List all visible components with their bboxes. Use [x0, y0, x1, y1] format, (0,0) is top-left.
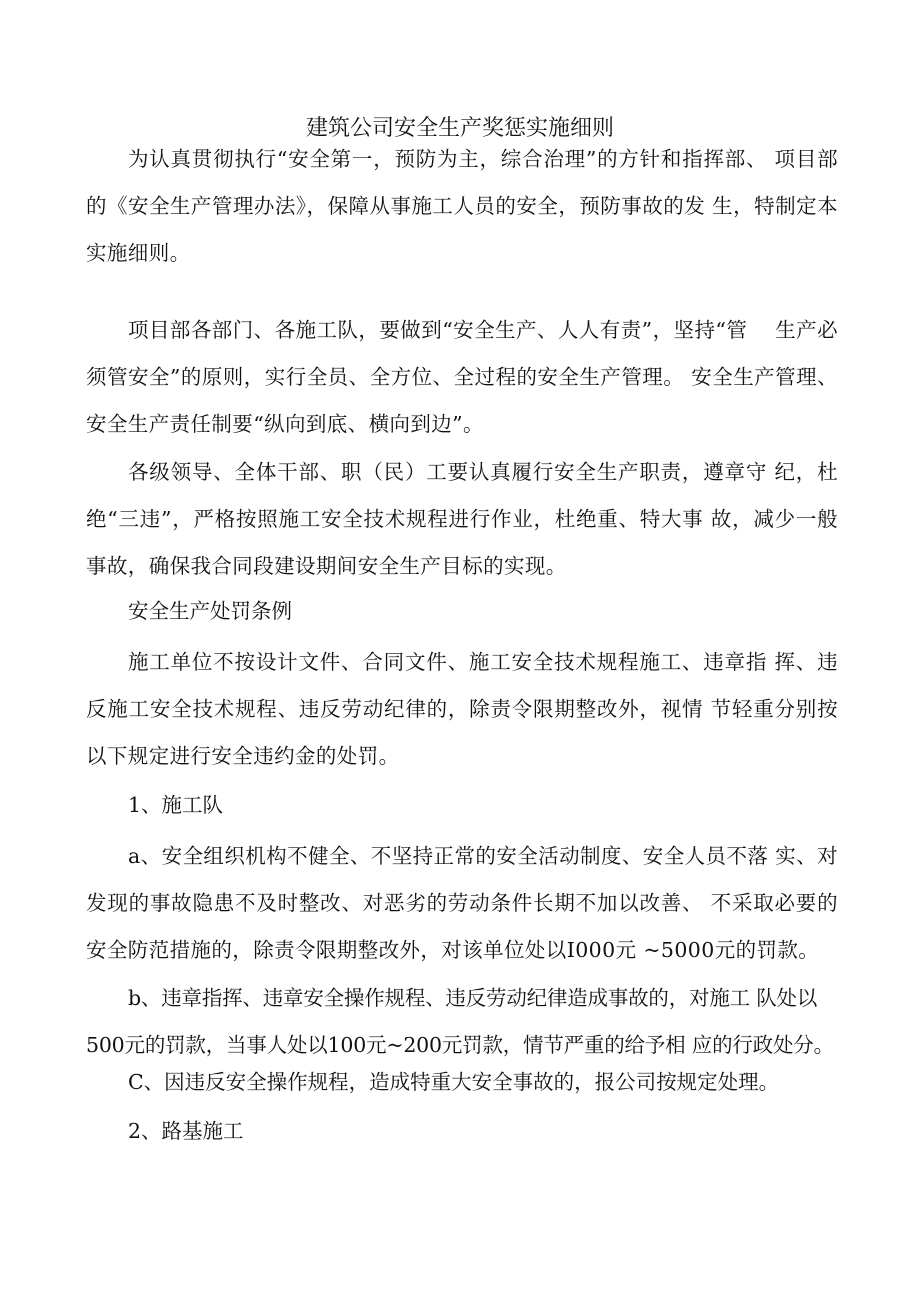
section-heading: 安全生产处罚条例: [128, 599, 292, 623]
section-intro: 施工单位不按设计文件、合同文件、施工安全技术规程施工、违章指 挥、违反施工安全技术规程、违反劳动纪律的，除责令限期整改外，视情 节轻重分别按以下规定进行安全违约金的处罚。: [86, 650, 838, 768]
item-1-b: b、违章指挥、违章安全操作规程、违反劳动纪律造成事故的，对施工 队处以500元的罚款，当事人处以100元~200元罚款，情节严重的给予相 应的行政处分。: [86, 986, 834, 1057]
item-2-heading: 2、路基施工: [128, 1119, 244, 1143]
paragraph-1: 为认真贯彻执行“安全第一，预防为主，综合治理”的方针和指挥部、 项目部的《安全生产管理办法》，保障从事施工人员的安全，预防事故的发 生，特制定本实施细则。: [86, 147, 838, 265]
paragraph-2: 项目部各部门、各施工队，要做到“安全生产、人人有责”，坚持“管 生产必须管安全”的原则，实行全员、全方位、全过程的安全生产管理。 安全生产管理、安全生产责任制要“纵向到底、横向到边”。: [86, 318, 838, 436]
item-1-a: a、安全组织机构不健全、不坚持正常的安全活动制度、安全人员不落 实、对发现的事故隐患不及时整改、对恶劣的劳动条件长期不加以改善、 不采取必要的安全防范措施的，除责令限期整改外，对该单位处以I000元 ~5000元的罚款。: [86, 844, 838, 962]
document-title: 建筑公司安全生产奖惩实施细则: [305, 116, 614, 141]
item-1-heading: 1、施工队: [128, 793, 224, 817]
paragraph-3: 各级领导、全体干部、职（民）工要认真履行安全生产职责，遵章守 纪，杜绝“三违”，严格按照施工安全技术规程进行作业，杜绝重、特大事 故，减少一般事故，确保我合同段建设期间安全生产目标的实现。: [86, 460, 838, 578]
item-1-c: C、因违反安全操作规程，造成特重大安全事故的，报公司按规定处理。: [128, 1070, 780, 1094]
